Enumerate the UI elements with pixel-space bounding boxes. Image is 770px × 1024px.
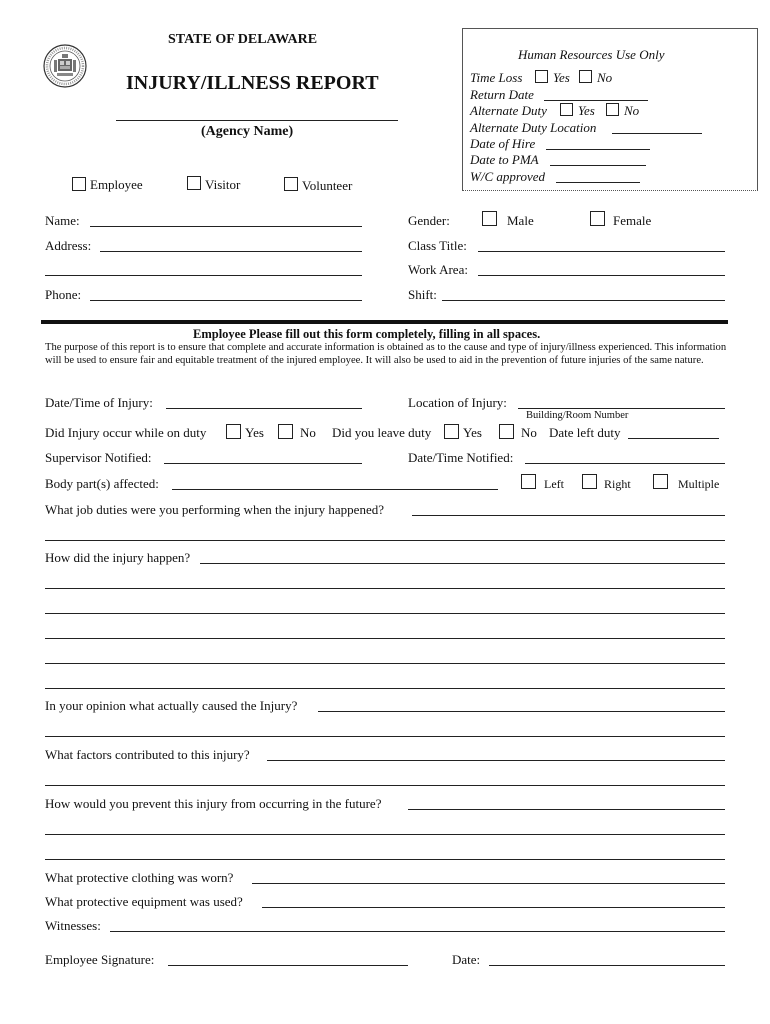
prevent-label: How would you prevent this injury from occurring in the future? xyxy=(45,796,382,811)
state-seal-icon xyxy=(43,44,87,88)
right-checkbox[interactable] xyxy=(582,474,597,489)
shift-field[interactable] xyxy=(442,300,725,301)
left-duty-no-label: No xyxy=(521,425,537,440)
alternate-duty-location-field[interactable] xyxy=(612,133,702,134)
date-to-pma-field[interactable] xyxy=(550,165,646,166)
date-to-pma-label: Date to PMA xyxy=(470,152,539,167)
supervisor-notified-label: Supervisor Notified: xyxy=(45,450,152,465)
how-happened-label: How did the injury happen? xyxy=(45,550,191,565)
factors-field-line-2[interactable] xyxy=(45,785,725,786)
address-field-line-2[interactable] xyxy=(45,275,362,276)
volunteer-label: Volunteer xyxy=(302,178,353,193)
time-loss-no-checkbox[interactable] xyxy=(579,70,592,83)
date-of-hire-field[interactable] xyxy=(546,149,650,150)
alternate-duty-yes-checkbox[interactable] xyxy=(560,103,573,116)
factors-label: What factors contributed to this injury? xyxy=(45,747,250,762)
how-happened-field-line-6[interactable] xyxy=(45,688,725,689)
male-checkbox[interactable] xyxy=(482,211,497,226)
wc-approved-field[interactable] xyxy=(556,182,640,183)
date-label: Date: xyxy=(452,952,481,967)
location-of-injury-label: Location of Injury: xyxy=(408,395,507,410)
multiple-label: Multiple xyxy=(678,477,720,491)
time-loss-no-label: No xyxy=(597,70,613,85)
date-time-notified-label: Date/Time Notified: xyxy=(408,450,514,465)
location-of-injury-field[interactable] xyxy=(518,408,725,409)
time-loss-label: Time Loss xyxy=(470,70,523,85)
how-happened-field-line-4[interactable] xyxy=(45,638,725,639)
form-title: INJURY/ILLNESS REPORT xyxy=(126,72,379,94)
name-label: Name: xyxy=(45,213,80,228)
alternate-duty-yes-label: Yes xyxy=(578,103,595,118)
male-label: Male xyxy=(507,213,534,228)
alternate-duty-label: Alternate Duty xyxy=(470,103,547,118)
address-field[interactable] xyxy=(100,251,362,252)
on-duty-no-label: No xyxy=(300,425,316,440)
date-time-of-injury-label: Date/Time of Injury: xyxy=(45,395,153,410)
multiple-checkbox[interactable] xyxy=(653,474,668,489)
date-left-duty-field[interactable] xyxy=(628,438,719,439)
agency-name-label: (Agency Name) xyxy=(201,124,294,139)
state-heading: STATE OF DELAWARE xyxy=(168,32,318,47)
female-label: Female xyxy=(613,213,652,228)
shift-label: Shift: xyxy=(408,287,437,302)
date-field[interactable] xyxy=(489,965,725,966)
visitor-label: Visitor xyxy=(205,177,241,192)
witnesses-field[interactable] xyxy=(110,931,725,932)
cause-field[interactable] xyxy=(318,711,725,712)
prevent-field-line-2[interactable] xyxy=(45,834,725,835)
purpose-paragraph: The purpose of this report is to ensure that complete and accurate information is obtained as to the cause and type of injury/illness experienced. This information will be used to ensure fair and equitable treatment of the injured employee. It will also be used to aid in the prevention of future injuries of the same nature. xyxy=(45,342,727,366)
class-title-label: Class Title: xyxy=(408,238,467,253)
visitor-checkbox[interactable] xyxy=(187,176,201,190)
factors-field[interactable] xyxy=(267,760,725,761)
how-happened-field-line-5[interactable] xyxy=(45,663,725,664)
on-duty-yes-label: Yes xyxy=(245,425,264,440)
agency-name-field[interactable] xyxy=(116,120,398,121)
return-date-field[interactable] xyxy=(544,100,648,101)
address-label: Address: xyxy=(45,238,92,253)
return-date-label: Return Date xyxy=(470,87,534,102)
how-happened-field-line-3[interactable] xyxy=(45,613,725,614)
equipment-field[interactable] xyxy=(262,907,725,908)
alternate-duty-no-label: No xyxy=(624,103,640,118)
instructions-heading: Employee Please fill out this form completely, filling in all spaces. xyxy=(193,327,541,341)
work-area-label: Work Area: xyxy=(408,262,468,277)
clothing-field[interactable] xyxy=(252,883,725,884)
class-title-field[interactable] xyxy=(478,251,725,252)
phone-field[interactable] xyxy=(90,300,362,301)
location-hint: Building/Room Number xyxy=(526,410,629,421)
employee-signature-label: Employee Signature: xyxy=(45,952,155,967)
prevent-field-line-3[interactable] xyxy=(45,859,725,860)
cause-field-line-2[interactable] xyxy=(45,736,725,737)
left-duty-label: Did you leave duty xyxy=(332,425,432,440)
left-duty-yes-label: Yes xyxy=(463,425,482,440)
witnesses-label: Witnesses: xyxy=(45,918,101,933)
date-of-hire-label: Date of Hire xyxy=(470,136,536,151)
how-happened-field[interactable] xyxy=(200,563,725,564)
right-label: Right xyxy=(604,477,631,491)
hr-panel-heading: Human Resources Use Only xyxy=(518,47,665,62)
on-duty-no-checkbox[interactable] xyxy=(278,424,293,439)
how-happened-field-line-2[interactable] xyxy=(45,588,725,589)
alternate-duty-no-checkbox[interactable] xyxy=(606,103,619,116)
cause-label: In your opinion what actually caused the Injury? xyxy=(45,698,298,713)
on-duty-label: Did Injury occur while on duty xyxy=(45,425,207,440)
left-duty-yes-checkbox[interactable] xyxy=(444,424,459,439)
body-parts-label: Body part(s) affected: xyxy=(45,476,159,491)
work-area-field[interactable] xyxy=(478,275,725,276)
employee-label: Employee xyxy=(90,177,143,192)
time-loss-yes-checkbox[interactable] xyxy=(535,70,548,83)
section-divider xyxy=(41,320,728,324)
supervisor-notified-field[interactable] xyxy=(164,463,362,464)
name-field[interactable] xyxy=(90,226,362,227)
body-parts-field[interactable] xyxy=(172,489,498,490)
left-label: Left xyxy=(544,477,564,491)
employee-signature-field[interactable] xyxy=(168,965,408,966)
gender-label: Gender: xyxy=(408,213,450,228)
date-left-duty-label: Date left duty xyxy=(549,425,621,440)
volunteer-checkbox[interactable] xyxy=(284,177,298,191)
left-duty-no-checkbox[interactable] xyxy=(499,424,514,439)
job-duties-field[interactable] xyxy=(412,515,725,516)
female-checkbox[interactable] xyxy=(590,211,605,226)
employee-checkbox[interactable] xyxy=(72,177,86,191)
equipment-label: What protective equipment was used? xyxy=(45,894,243,909)
prevent-field[interactable] xyxy=(408,809,725,810)
clothing-label: What protective clothing was worn? xyxy=(45,870,234,885)
wc-approved-label: W/C approved xyxy=(470,169,545,184)
phone-label: Phone: xyxy=(45,287,82,302)
time-loss-yes-label: Yes xyxy=(553,70,570,85)
date-time-notified-field[interactable] xyxy=(525,463,725,464)
on-duty-yes-checkbox[interactable] xyxy=(226,424,241,439)
job-duties-field-line-2[interactable] xyxy=(45,540,725,541)
date-time-of-injury-field[interactable] xyxy=(166,408,362,409)
alternate-duty-location-label: Alternate Duty Location xyxy=(470,120,597,135)
left-checkbox[interactable] xyxy=(521,474,536,489)
job-duties-label: What job duties were you performing when the injury happened? xyxy=(45,502,384,517)
